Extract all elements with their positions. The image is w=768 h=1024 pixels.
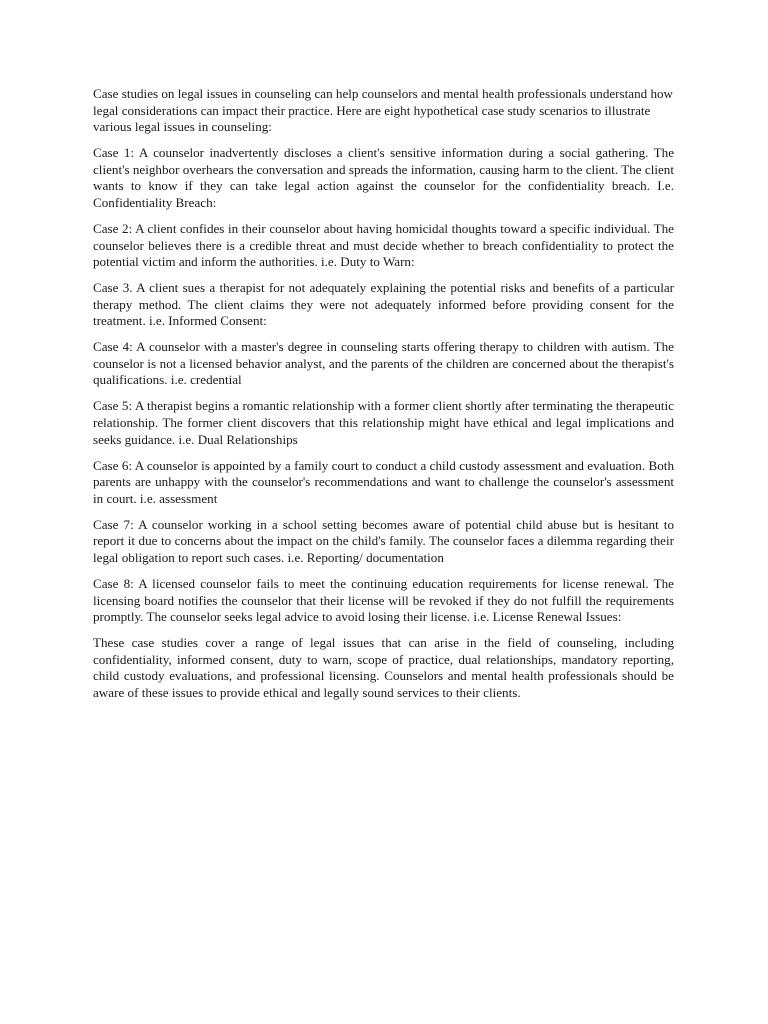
- case-6-paragraph: Case 6: A counselor is appointed by a family court to conduct a child custody assessment and evaluation. Both parents are unhappy with the counselor's recommendations and want to challenge the counselor's assessment in court. i.e. assessment: [93, 457, 674, 506]
- intro-paragraph: Case studies on legal issues in counseling can help counselors and mental health professionals understand how legal considerations can impact their practice. Here are eight hypothetical case study scenarios to illustrate various legal issues in counseling:: [93, 86, 673, 135]
- case-4-paragraph: Case 4: A counselor with a master's degree in counseling starts offering therapy to children with autism. The counselor is not a licensed behavior analyst, and the parents of the children are concerned about the therapist's qualifications. i.e. credential: [93, 339, 674, 388]
- case-3-paragraph: Case 3. A client sues a therapist for not adequately explaining the potential risks and benefits of a particular therapy method. The client claims they were not adequately informed before providing consent for the treatment. i.e. Informed Consent:: [93, 280, 674, 329]
- case-7-paragraph: Case 7: A counselor working in a school setting becomes aware of potential child abuse but is hesitant to report it due to concerns about the impact on the child's family. The counselor faces a dilemma regarding their legal obligation to report such cases. i.e. Reporting/ documentation: [93, 516, 674, 565]
- case-8-paragraph: Case 8: A licensed counselor fails to meet the continuing education requirements for license renewal. The licensing board notifies the counselor that their license will be revoked if they do not fulfill the requirements promptly. The counselor seeks legal advice to avoid losing their license. i.e. License Renewal Issues:: [93, 575, 674, 625]
- case-2-paragraph: Case 2: A client confides in their counselor about having homicidal thoughts toward a specific individual. The counselor believes there is a credible threat and must decide whether to breach confidentiality to protect the potential victim and inform the authorities. i.e. Duty to Warn:: [93, 220, 674, 270]
- case-5-paragraph: Case 5: A therapist begins a romantic relationship with a former client shortly after terminating the therapeutic relationship. The former client discovers that this relationship might have ethical and legal implications and seeks guidance. i.e. Dual Relationships: [93, 398, 674, 447]
- conclusion-paragraph: These case studies cover a range of legal issues that can arise in the field of counseling, including confidentiality, informed consent, duty to warn, scope of practice, dual relationships, mandatory reporting, child custody evaluations, and professional licensing. Counselors and mental health professionals should be aware of these issues to provide ethical and legally sound services to their clients.: [93, 635, 674, 700]
- case-1-paragraph: Case 1: A counselor inadvertently discloses a client's sensitive information during a social gathering. The client's neighbor overhears the conversation and spreads the information, causing harm to the client. The client wants to know if they can take legal action against the counselor for the confidentiality breach. I.e. Confidentiality Breach:: [93, 145, 674, 210]
- document-body: [93, 86, 674, 711]
